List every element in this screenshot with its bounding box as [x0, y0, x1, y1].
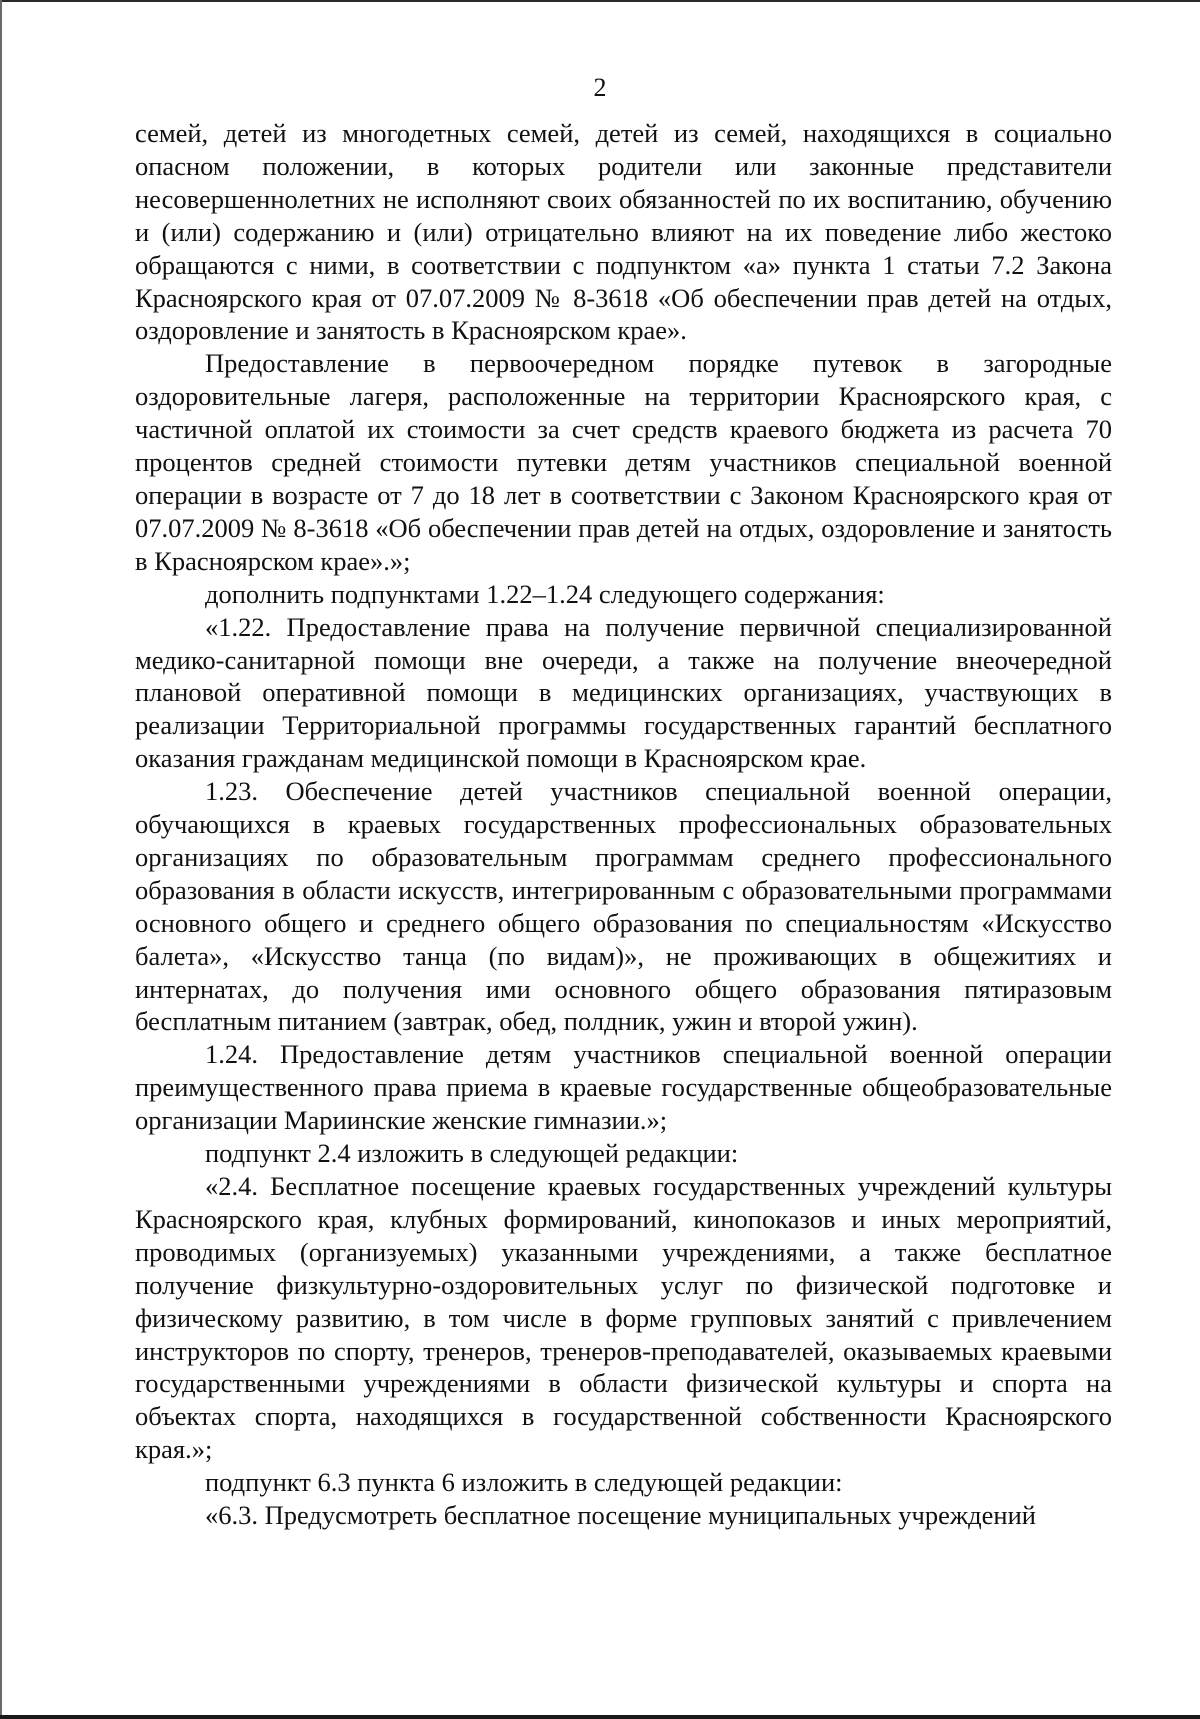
paragraph-7: подпункт 2.4 изложить в следующей редакции: [205, 1138, 739, 1169]
document-body [135, 117, 1112, 1532]
scan-border-left [0, 0, 2, 1719]
paragraph-9: подпункт 6.3 пункта 6 изложить в следующей редакции: [205, 1467, 843, 1498]
paragraph-2: Предоставление в первоочередном порядке путевок в загородные оздоровительные лагеря, расположенные на территории Красноярского края, с частичной оплатой их стоимости за счет средств краевого бюджета из расчета 70 процентов средней стоимости путевки детям участников специальной военной операции в возрасте от 7 до 18 лет в соответствии с Законом Красноярского края от 07.07.2009 № 8-3618 «Об обеспечении прав детей на отдых, оздоровление и занятость в Красноярском крае».»; [135, 348, 1112, 576]
scan-border-top [0, 0, 1200, 2]
paragraph-6: 1.24. Предоставление детям участников специальной военной операции преимущественного права приема в краевые государственные общеобразовательные организации Мариинские женские гимназии.»; [135, 1039, 1112, 1136]
paragraph-5: 1.23. Обеспечение детей участников специальной военной операции, обучающихся в краевых государственных профессиональных образовательных организациях по образовательным программам среднего профессионального образования в области искусств, интегрированным с образовательными программами основного общего и среднего общего образования по специальностям «Искусство балета», «Искусство танца (по видам)», не проживающих в общежитиях и интернатах, до получения ими основного общего образования пятиразовым бесплатным питанием (завтрак, обед, полдник, ужин и второй ужин). [135, 776, 1112, 1037]
page-number: 2 [593, 73, 607, 102]
paragraph-1: семей, детей из многодетных семей, детей из семей, находящихся в социально опасном положении, в которых родители или законные представители несовершеннолетних не исполняют своих обязанностей по их воспитанию, обучению и (или) содержанию и (или) отрицательно влияют на их поведение либо жестоко обращаются с ними, в соответствии с подпунктом «а» пункта 1 статьи 7.2 Закона Красноярского края от 07.07.2009 № 8-3618 «Об обеспечении прав детей на отдых, оздоровление и занятость в Красноярском крае». [135, 118, 1112, 346]
scan-border-bottom [0, 1715, 1200, 1719]
paragraph-10: «6.3. Предусмотреть бесплатное посещение муниципальных учреждений [205, 1500, 1036, 1531]
paragraph-3: дополнить подпунктами 1.22–1.24 следующего содержания: [205, 578, 885, 609]
paragraph-8: «2.4. Бесплатное посещение краевых государственных учреждений культуры Красноярского края, клубных формирований, кинопоказов и иных мероприятий, проводимых (организуемых) указанными учреждениями, а также бесплатное получение физкультурно-оздоровительных услуг по физической подготовке и физическому развитию, в том числе в форме групповых занятий с привлечением инструкторов по спорту, тренеров, тренеров-преподавателей, оказываемых краевыми государственными учреждениями в области физической культуры и спорта на объектах спорта, находящихся в государственной собственности Красноярского края.»; [135, 1171, 1112, 1465]
paragraph-4: «1.22. Предоставление права на получение первичной специализированной медико-санитарной помощи вне очереди, а также на получение внеочередной плановой оперативной помощи в медицинских организациях, участвующих в реализации Территориальной программы государственных гарантий бесплатного оказания гражданам медицинской помощи в Красноярском крае. [135, 611, 1112, 774]
